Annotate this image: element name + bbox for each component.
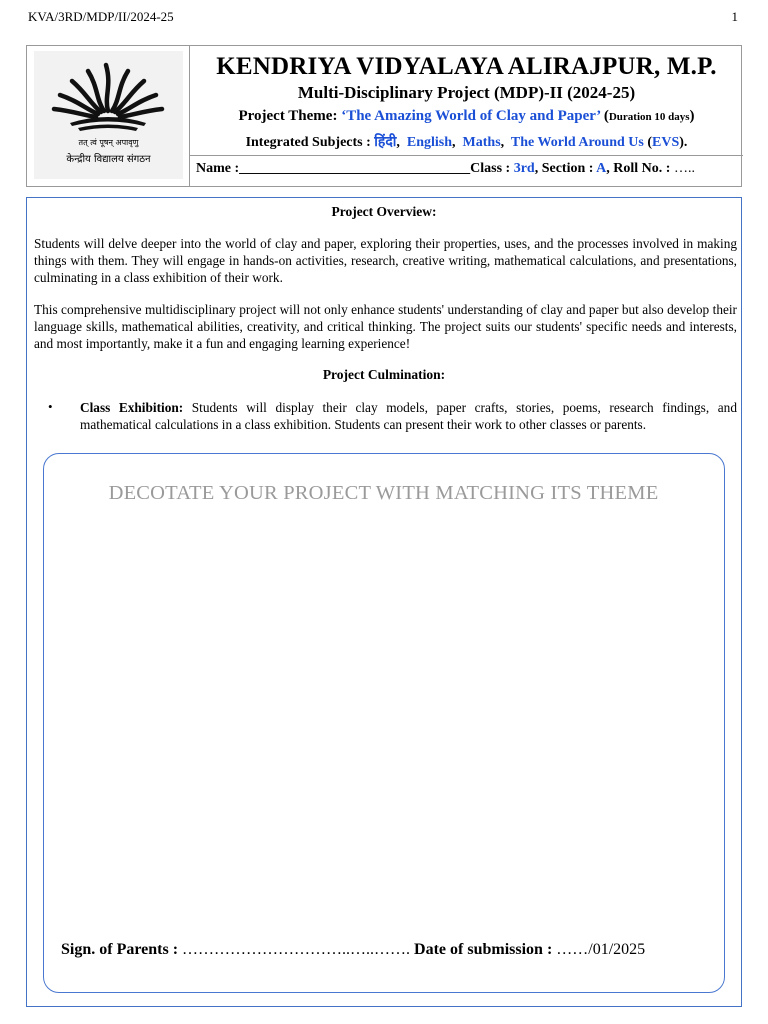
theme-label: Project Theme: [238, 108, 342, 124]
project-theme [190, 108, 743, 125]
bullet-icon: • [48, 399, 53, 414]
student-info [196, 161, 695, 177]
roll-value: ….. [673, 161, 695, 176]
sign-blank[interactable]: …………………………..…..……. [178, 941, 415, 958]
name-label: Name : [196, 161, 240, 176]
duration-open: ( [600, 108, 609, 124]
subject-maths: Maths [462, 135, 501, 150]
logo-motto: तत् त्वं पूषन् अपावृणु [78, 138, 139, 147]
culmination-bullet [80, 399, 737, 433]
section-label: , Section : [534, 161, 597, 176]
student-info-row [190, 155, 743, 187]
project-title: Multi-Disciplinary Project (MDP)-II (2024-25) [297, 83, 636, 102]
kvs-logo [34, 51, 183, 179]
name-blank[interactable]: _________________________________ [239, 161, 471, 176]
sign-label: Sign. of Parents : [61, 941, 179, 958]
subjects-label: Integrated Subjects : [245, 135, 375, 150]
section-value: A [596, 161, 607, 176]
document-code: KVA/3RD/MDP/II/2024-25 [28, 9, 174, 24]
school-name: KENDRIYA VIDYALAYA ALIRAJPUR, M.P. [216, 53, 717, 80]
overview-paragraph-2: This comprehensive multidisciplinary project will not only enhance students' understanding of clay and paper but also develop their language skills, mathematical abilities, creativity, and critical thinking. The project suits our students' specific needs and interests, and most importantly, make it a fun and engaging learning experience! [34, 302, 737, 351]
class-value: 3rd [513, 161, 535, 176]
theme-value: ‘The Amazing World of Clay and Paper’ [341, 108, 601, 124]
logo-org-name: केन्द्रीय विद्यालय संगठन [66, 154, 151, 165]
roll-label: , Roll No. : [606, 161, 674, 176]
class-label: Class : [470, 161, 514, 176]
logo-cell [27, 46, 190, 186]
overview-paragraph-1: Students will delve deeper into the world of clay and paper, exploring their properties, uses, and the processes involved in making things with them. They will engage in hands-on activities, research, creative writing, mathematical calculations, and presentations, culminating in a class exhibition of their work. [34, 236, 737, 285]
subject-english: English [406, 135, 453, 150]
page-number: 1 [731, 9, 738, 24]
duration: Duration 10 days [608, 111, 690, 123]
bullet-text: Students will display their clay models, paper crafts, stories, poems, research findings, and mathematical calculations in a class exhibition. Students can present their work to other classes or parents. [80, 400, 737, 432]
subject-evs-abbr: EVS [652, 135, 680, 150]
bullet-label: Class Exhibition: [80, 400, 184, 415]
decoration-frame[interactable] [43, 453, 725, 993]
signature-row [61, 941, 645, 959]
header-box [26, 45, 742, 187]
culmination-title: Project Culmination: [322, 367, 446, 382]
integrated-subjects: Integrated Subjects : हिंदी, English, Maths, The World Around Us (EVS). [245, 135, 688, 150]
date-value[interactable]: ……/01/2025 [552, 941, 646, 958]
decorate-instruction: DECOTATE YOUR PROJECT WITH MATCHING ITS THEME [108, 482, 659, 504]
date-label: Date of submission : [414, 941, 553, 958]
subject-evs: The World Around Us [510, 135, 644, 150]
subject-hindi: हिंदी [374, 135, 397, 150]
overview-title: Project Overview: [331, 204, 437, 219]
duration-close: ) [689, 108, 695, 124]
